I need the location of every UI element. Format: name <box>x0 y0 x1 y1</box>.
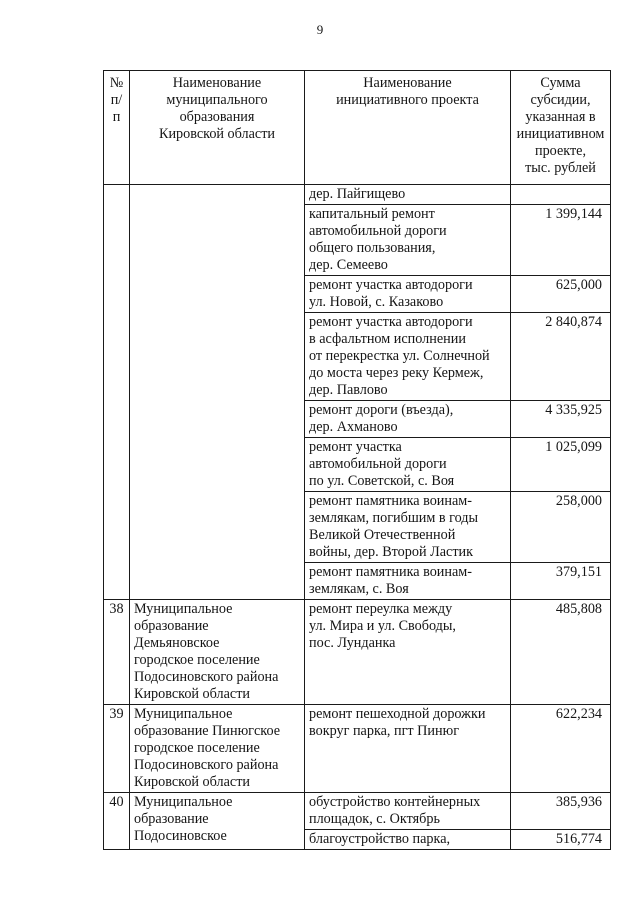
project-cell: ремонт участка автодороги в асфальтном исполнении от перекрестка ул. Солнечной до моста через реку Кермеж, дер. Павлово <box>305 313 511 401</box>
amount-cell: 2 840,874 <box>511 313 611 401</box>
project-cell: ремонт участка автодороги ул. Новой, с. Казаково <box>305 276 511 313</box>
municipality-cell: Муниципальное образование Подосиновское <box>130 793 305 850</box>
project-cell: ремонт переулка между ул. Мира и ул. Свободы, пос. Лунданка <box>305 600 511 705</box>
amount-cell: 1 399,144 <box>511 205 611 276</box>
amount-cell: 622,234 <box>511 705 611 793</box>
amount-cell: 1 025,099 <box>511 438 611 492</box>
project-cell: благоустройство парка, <box>305 830 511 850</box>
amount-cell: 516,774 <box>511 830 611 850</box>
project-cell: ремонт памятника воинам- землякам, с. Воя <box>305 563 511 600</box>
subsidy-table <box>103 70 611 850</box>
table-row-39 <box>104 705 611 793</box>
row-number: 40 <box>104 793 130 850</box>
header-municipality: Наименование муниципального образования Кировской области <box>130 71 305 185</box>
project-cell: ремонт участка автомобильной дороги по ул. Советской, с. Воя <box>305 438 511 492</box>
project-cell: дер. Пайгищево <box>305 185 511 205</box>
page-number: 9 <box>316 22 324 37</box>
table-row <box>104 185 611 205</box>
municipality-cell: Муниципальное образование Пинюгское городское поселение Подосиновского района Кировской области <box>130 705 305 793</box>
project-cell: капитальный ремонт автомобильной дороги общего пользования, дер. Семеево <box>305 205 511 276</box>
amount-cell: 385,936 <box>511 793 611 830</box>
project-cell: обустройство контейнерных площадок, с. Октябрь <box>305 793 511 830</box>
header-number: № п/п <box>104 71 130 185</box>
continued-number-cell <box>104 185 130 600</box>
amount-cell: 485,808 <box>511 600 611 705</box>
amount-cell <box>511 185 611 205</box>
project-cell: ремонт дороги (въезда), дер. Ахманово <box>305 401 511 438</box>
header-project: Наименование инициативного проекта <box>305 71 511 185</box>
header-amount: Сумма субсидии, указанная в инициативном проекте, тыс. рублей <box>511 71 611 185</box>
continued-municipality-cell <box>130 185 305 600</box>
amount-cell: 379,151 <box>511 563 611 600</box>
amount-cell: 625,000 <box>511 276 611 313</box>
row-number: 38 <box>104 600 130 705</box>
table-header-row <box>104 71 611 185</box>
amount-cell: 258,000 <box>511 492 611 563</box>
project-cell: ремонт пешеходной дорожки вокруг парка, пгт Пинюг <box>305 705 511 793</box>
row-number: 39 <box>104 705 130 793</box>
municipality-cell: Муниципальное образование Демьяновское городское поселение Подосиновского района Кировской области <box>130 600 305 705</box>
amount-cell: 4 335,925 <box>511 401 611 438</box>
table-row-38 <box>104 600 611 705</box>
project-cell: ремонт памятника воинам- землякам, погибшим в годы Великой Отечественной войны, дер. Второй Ластик <box>305 492 511 563</box>
table-row-40 <box>104 793 611 830</box>
